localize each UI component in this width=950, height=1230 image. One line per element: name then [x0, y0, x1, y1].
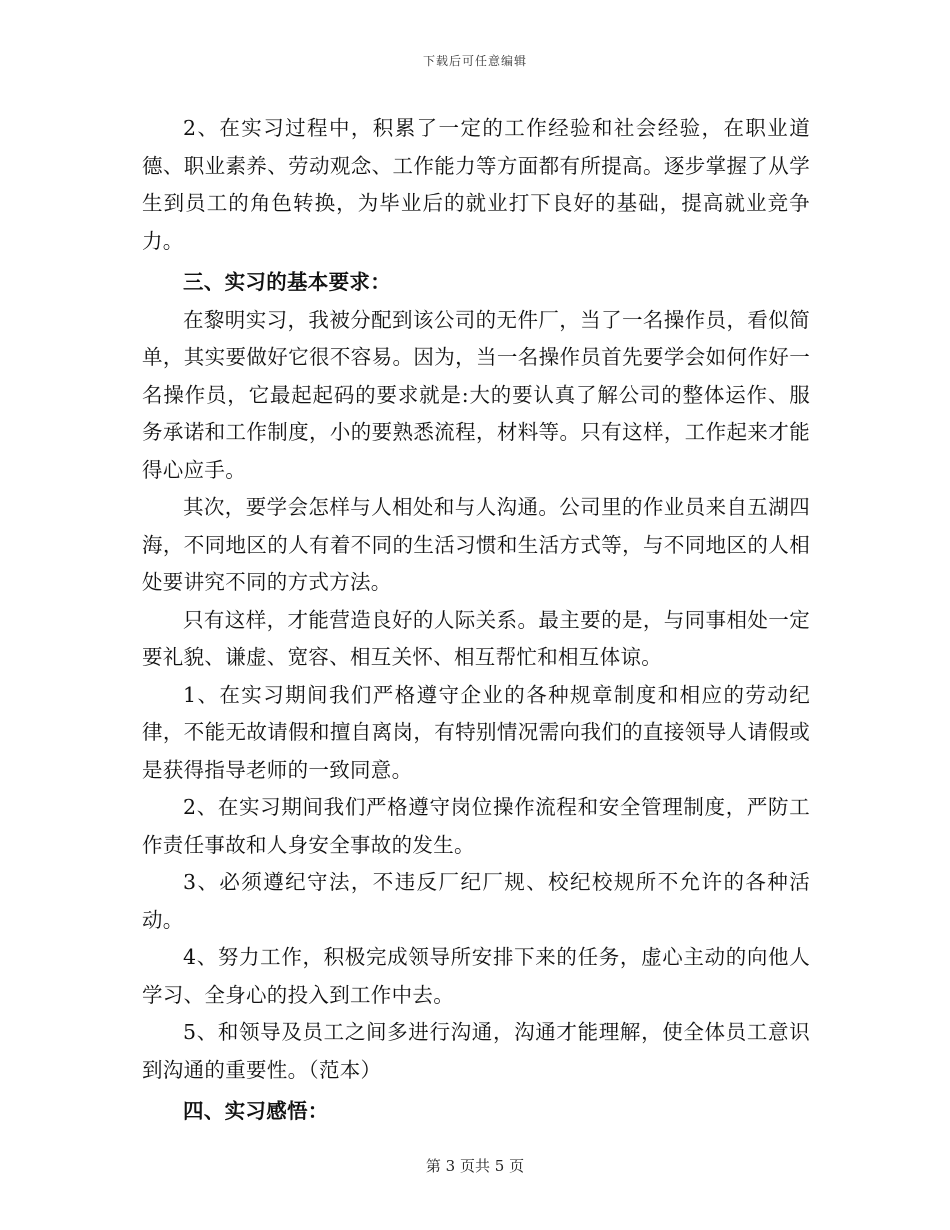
paragraph-relationships: 只有这样，才能营造良好的人际关系。最主要的是，与同事相处一定要礼貌、谦虚、宽容、相互关怀、相互帮忙和相互体谅。 [142, 607, 810, 669]
paragraph-communication: 其次，要学会怎样与人相处和与人沟通。公司里的作业员来自五湖四海，不同地区的人有着不同的生活习惯和生活方式等，与不同地区的人相处要讲究不同的方式方法。 [142, 495, 810, 594]
section-heading-basic-requirements: 三、实习的基本要求： [183, 270, 391, 294]
paragraph-internship-gains: 2、在实习过程中，积累了一定的工作经验和社会经验，在职业道德、职业素养、劳动观念、工作能力等方面都有所提高。逐步掌握了从学生到员工的角色转换，为毕业后的就业打下良好的基础，提高就业竞争力。 [142, 116, 810, 253]
page-header: 下载后可任意编辑 [422, 54, 527, 68]
list-item-2: 2、在实习期间我们严格遵守岗位操作流程和安全管理制度，严防工作责任事故和人身安全事故的发生。 [142, 795, 810, 857]
list-item-4: 4、努力工作，积极完成领导所安排下来的任务，虚心主动的向他人学习、全身心的投入到工作中去。 [142, 945, 810, 1007]
section-heading-reflections: 四、实习感悟： [183, 1099, 329, 1123]
list-item-1: 1、在实习期间我们严格遵守企业的各种规章制度和相应的劳动纪律，不能无故请假和擅自离岗，有特别情况需向我们的直接领导人请假或是获得指导老师的一致同意。 [142, 682, 810, 782]
list-item-3: 3、必须遵纪守法，不违反厂纪厂规、校纪校规所不允许的各种活动。 [142, 870, 810, 932]
list-item-5: 5、和领导及员工之间多进行沟通，沟通才能理解，使全体员工意识到沟通的重要性。（范本） [142, 1020, 810, 1082]
page-number: 第 3 页共 5 页 [425, 1157, 525, 1175]
document-body [142, 110, 810, 1131]
paragraph-operator-role: 在黎明实习，我被分配到该公司的无件厂，当了一名操作员，看似简单，其实要做好它很不容易。因为，当一名操作员首先要学会如何作好一名操作员，它最起起码的要求就是:大的要认真了解公司的整体运作、服务承诺和工作制度，小的要熟悉流程，材料等。只有这样，工作起来才能得心应手。 [142, 307, 810, 482]
